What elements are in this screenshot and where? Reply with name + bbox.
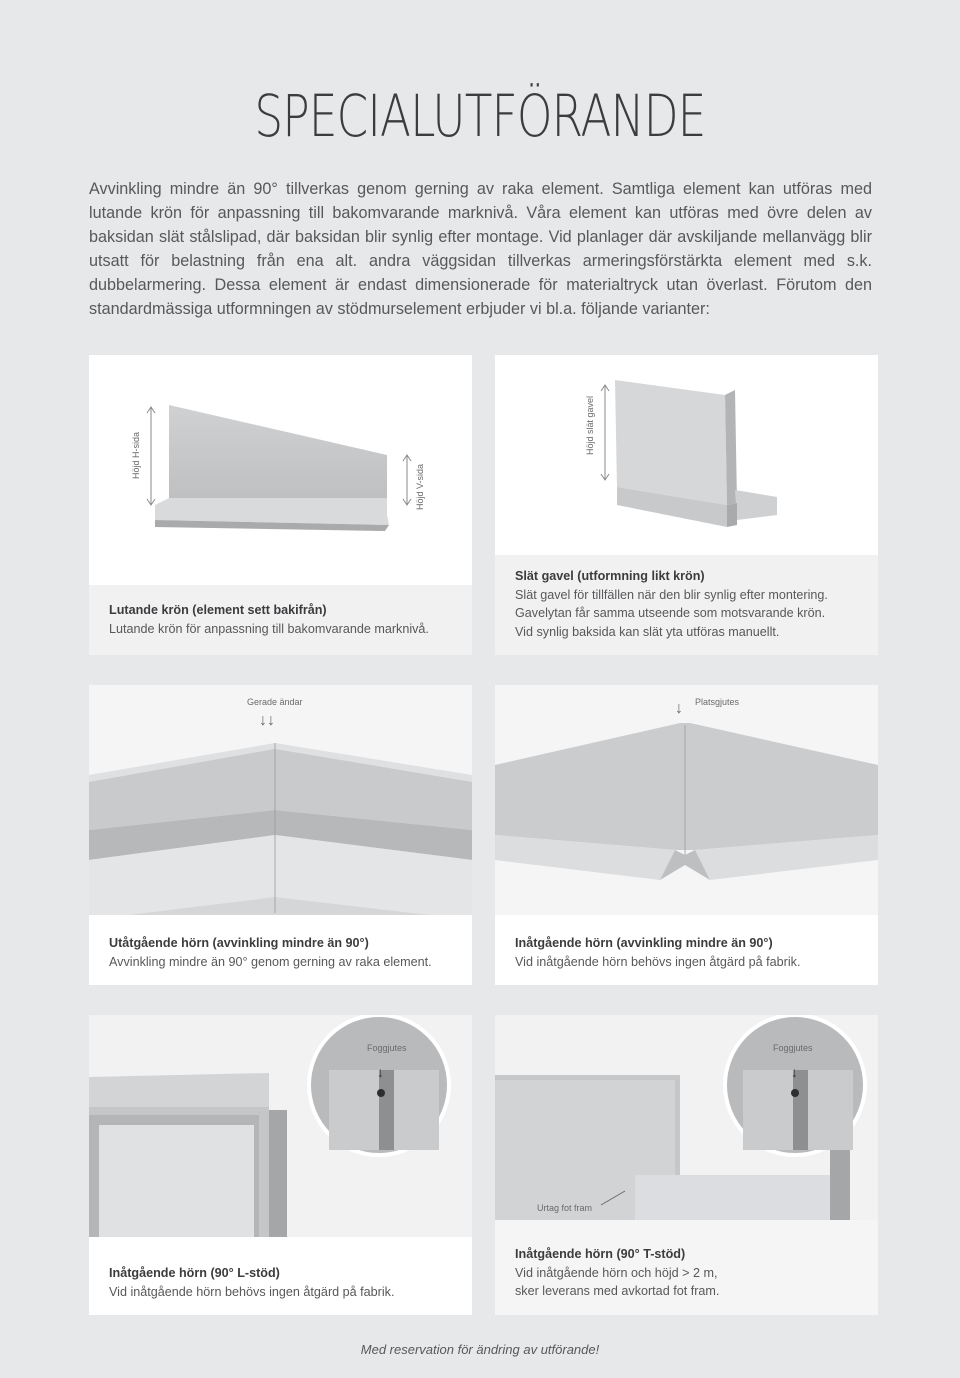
caption-lutande-kron (109, 601, 456, 638)
label-hojd-h-sida: Höjd H-sida (131, 431, 141, 479)
caption-line: Slät gavel för tillfällen när den blir synlig efter montering. (515, 587, 828, 602)
card-utatgaende-horn (89, 685, 472, 985)
card-lutande-kron (89, 355, 472, 655)
card-t-stod (495, 1015, 878, 1315)
arrow-down-icon: ↓ (377, 1064, 384, 1080)
label-hojd-slat-gavel: Höjd slät gavel (585, 395, 595, 455)
slat-gavel-illustration (495, 355, 878, 585)
caption-line: Vid inåtgående hörn behövs ingen åtgärd på fabrik. (109, 1284, 395, 1299)
label-urtag-fot-fram: Urtag fot fram (537, 1203, 593, 1213)
caption-line: Vid inåtgående hörn och höjd > 2 m, (515, 1265, 718, 1280)
inatgaende-horn-illustration (495, 685, 878, 915)
label-gerade-andar: Gerade ändar (247, 697, 303, 707)
caption-line: Vid inåtgående hörn behövs ingen åtgärd på fabrik. (515, 954, 801, 969)
caption-l-stod (109, 1264, 456, 1301)
utatgaende-horn-illustration (89, 685, 472, 915)
label-hojd-v-sida: Höjd V-sida (415, 463, 425, 510)
caption-heading: Lutande krön (element sett bakifrån) (109, 603, 327, 617)
card-inatgaende-horn (495, 685, 878, 985)
arrow-down-icon: ↓ (791, 1064, 798, 1080)
arrow-down-icon: ↓ (675, 700, 683, 717)
caption-heading: Slät gavel (utformning likt krön) (515, 569, 705, 583)
arrow-down-icon: ↓↓ (259, 712, 275, 729)
caption-inatgaende-horn (515, 934, 862, 971)
caption-heading: Inåtgående hörn (90° L-stöd) (109, 1266, 280, 1280)
footer-note: Med reservation för ändring av utförande! (360, 1342, 600, 1357)
intro-paragraph: Avvinkling mindre än 90° tillverkas genom gerning av raka element. Samtliga element kan utföras med lutande krön för anpassning till bakomvarande marknivå. Våra element kan utföras med övre delen av baksidan slät stålslipad, där baksidan blir synlig efter montage. Vid planlager där avskiljande mellanvägg blir utsatt för belastning från ena alt. andra väggsidan tillverkas armeringsförstärkta element med s.k. dubbelarmering. Dessa element är endast dimensionerade för materialtryck utan överlast. Förutom den standardmässiga utformningen av stödmurselement erbjuder vi bl.a. följande varianter: (89, 180, 872, 318)
caption-utatgaende-horn (109, 934, 456, 971)
page-title: SPECIALUTFÖRANDE (254, 82, 706, 150)
label-foggjutes: Foggjutes (773, 1043, 813, 1053)
caption-heading: Utåtgående hörn (avvinkling mindre än 90°) (109, 936, 369, 950)
caption-t-stod (515, 1245, 862, 1301)
label-foggjutes: Foggjutes (367, 1043, 407, 1053)
card-slat-gavel (495, 355, 878, 655)
caption-heading: Inåtgående hörn (avvinkling mindre än 90°) (515, 936, 773, 950)
caption-line: Lutande krön för anpassning till bakomvarande marknivå. (109, 621, 429, 636)
lutande-kron-illustration (89, 355, 472, 585)
label-platsgjutes: Platsgjutes (695, 697, 740, 707)
t-stod-illustration (495, 1015, 878, 1220)
l-stod-illustration (89, 1015, 472, 1237)
caption-line: sker leverans med avkortad fot fram. (515, 1284, 720, 1298)
caption-slat-gavel (515, 567, 862, 641)
caption-line: Gavelytan får samma utseende som motsvarande krön. (515, 606, 826, 620)
caption-heading: Inåtgående hörn (90° T-stöd) (515, 1247, 686, 1261)
caption-line: Avvinkling mindre än 90° genom gerning av raka element. (109, 954, 432, 969)
card-l-stod (89, 1015, 472, 1315)
caption-line: Vid synlig baksida kan slät yta utföras manuellt. (515, 624, 780, 639)
